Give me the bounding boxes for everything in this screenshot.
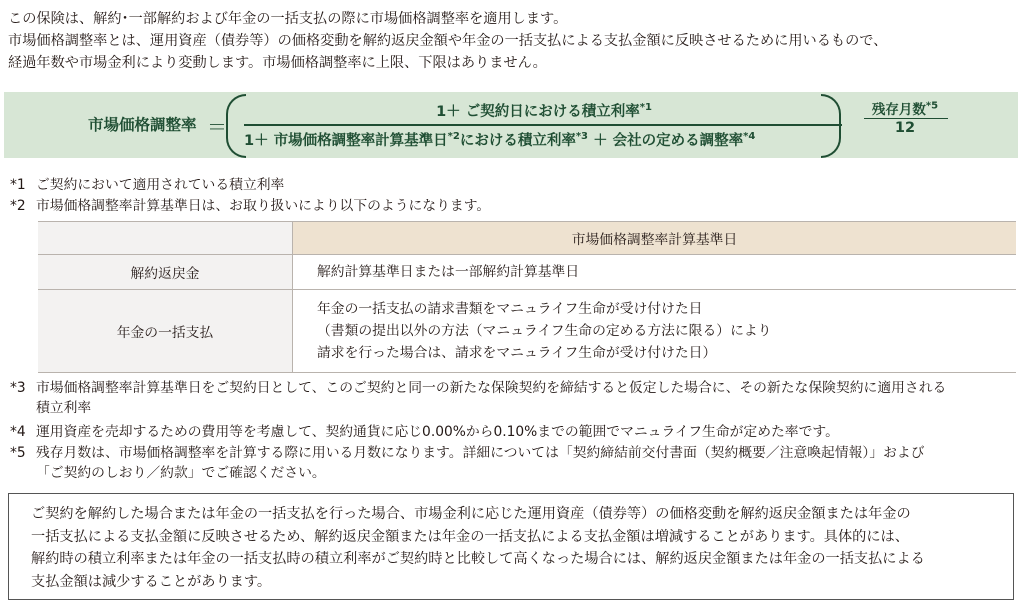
notice-text [31,503,925,593]
intro-text [8,8,1018,74]
lump-sum-line-2: （書類の提出以外の方法（マニュライフ生命の定める方法に限る）により [317,323,772,339]
formula-equals: ＝ [207,115,227,139]
footnote-2-mark: *2 [10,198,26,214]
intro-line-2: 市場価格調整率とは、運用資産（債券等）の価格変動を解約返戻金額や年金の一括支払による支払金額に反映させるために用いるもので、 [8,33,888,49]
footnote-5-text-2: 「ご契約のしおり／約款」でご確認ください。 [36,465,326,481]
footnote-3-mark: *3 [10,380,26,396]
fraction-bar [244,124,842,126]
numerator-sup: *1 [639,102,652,114]
notice-box [8,493,1014,600]
lump-sum-line-1: 年金の一括支払の請求書類をマニュライフ生命が受け付けた日 [317,301,703,317]
footnote-5-text-1: 残存月数は、市場価格調整率を計算する際に用いる月数になります。詳細については「契約締結前交付書面（契約概要／注意喚起情報）」および [36,445,925,461]
exponent-numerator [860,98,950,118]
table-header-blank [38,222,293,255]
denominator-sup-b: *3 [575,131,589,143]
row-label-surrender: 解約返戻金 [38,255,293,290]
footnote-3-text-1: 市場価格調整率計算基準日をご契約日として、このご契約と同一の新たな保険契約を締結すると仮定した場合に、その新たな保険契約に適用される [36,380,947,396]
notice-line-4: 支払金額は減少することがあります。 [31,573,272,590]
denominator-b: における積立利率 [459,133,576,149]
footnote-2 [10,196,490,216]
table-row [38,255,1016,290]
footnote-5-mark: *5 [10,445,26,461]
footnote-4 [10,422,839,442]
denominator-c: ＋ 会社の定める調整率 [588,133,744,149]
exponent-bar [864,118,948,119]
footnote-4-mark: *4 [10,424,26,440]
denominator-a: 1＋ 市場価格調整率計算基準日 [244,133,448,149]
row-label-lump-sum: 年金の一括支払 [38,290,293,373]
table-header: 市場価格調整率計算基準日 [293,222,1017,255]
formula-denominator [244,129,755,150]
intro-line-1: この保険は、解約･一部解約および年金の一括支払の際に市場価格調整率を適用します。 [8,11,568,27]
notice-line-2: 一括支払による支払金額に反映させるため、解約返戻金額または年金の一括支払による支払金額は増減することがあります。具体的には、 [31,528,909,545]
footnote-4-text: 運用資産を売却するための費用等を考慮して、契約通貨に応じ0.00%から0.10%までの範囲でマニュライフ生命が定めた率です。 [36,424,839,440]
close-paren [821,94,841,158]
notice-line-1: ご契約を解約した場合または年金の一括支払を行った場合、市場金利に応じた運用資産（債券等）の価格変動を解約返戻金額または年金の [31,506,911,522]
row-value-lump-sum [293,290,1017,373]
basis-date-table [38,221,1016,373]
open-paren [226,94,246,158]
footnote-1 [10,175,284,195]
notice-line-3: 解約時の積立利率または年金の一括支払時の積立利率がご契約時と比較して高くなった場合には、解約返戻金額または年金の一括支払による [31,551,925,567]
lump-sum-line-3: 請求を行った場合は、請求をマニュライフ生命が受け付けた日） [317,345,717,361]
footnote-5 [10,443,925,483]
footnote-1-mark: *1 [10,177,26,193]
table-header-row [38,222,1016,255]
formula-lhs: 市場価格調整率 [88,116,197,134]
footnote-1-text: ご契約において適用されている積立利率 [36,177,285,193]
row-value-surrender: 解約計算基準日または一部解約計算基準日 [293,255,1017,290]
table-row [38,290,1016,373]
footnote-3-text-2: 積立利率 [36,400,92,416]
exponent-num-text: 残存月数 [871,102,926,118]
exponent-denominator: 12 [894,120,916,136]
footnote-3 [10,378,946,418]
formula-band [4,92,1018,158]
denominator-sup-a: *2 [447,131,460,143]
formula-numerator [248,100,840,121]
footnote-2-text: 市場価格調整率計算基準日は、お取り扱いにより以下のようになります。 [36,198,491,214]
exponent-num-sup: *5 [925,100,939,112]
denominator-sup-c: *4 [743,131,756,143]
intro-line-3: 経過年数や市場金利により変動します。市場価格調整率に上限、下限はありません。 [8,55,547,71]
numerator-text: 1＋ ご契約日における積立利率 [436,104,640,120]
